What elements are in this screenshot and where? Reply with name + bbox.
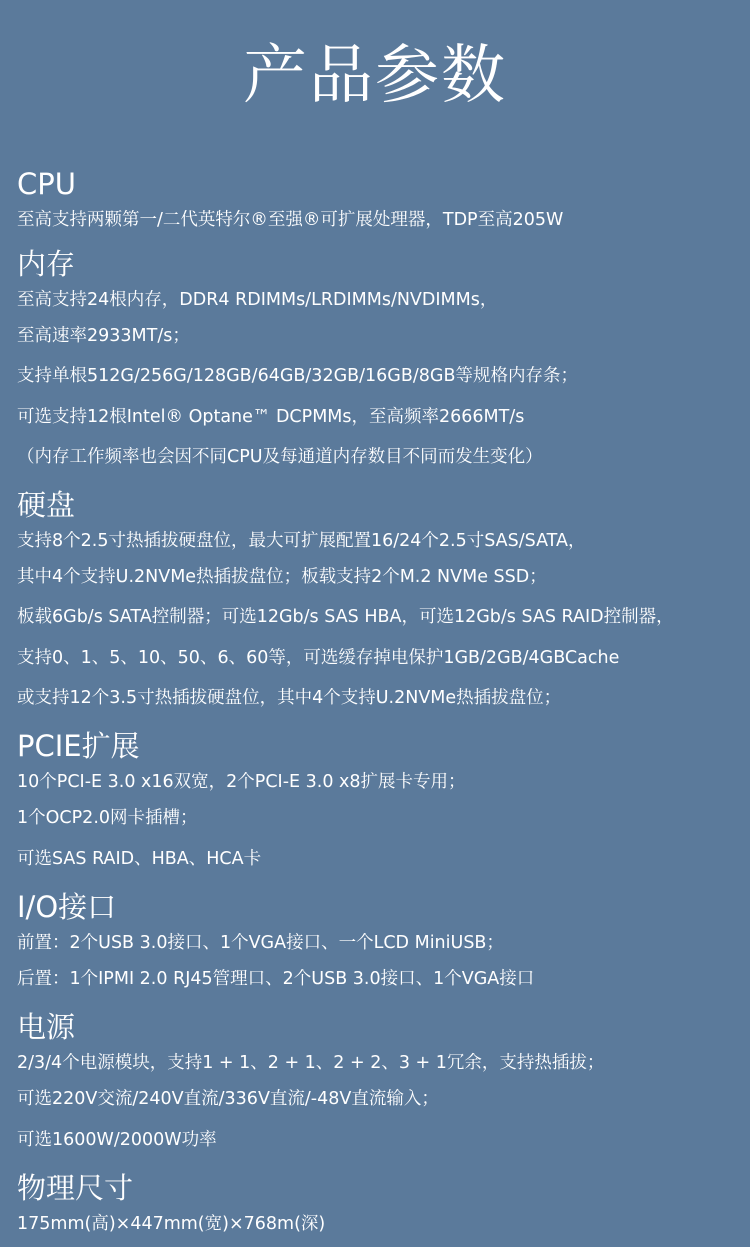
spec-line: 175mm(高)×447mm(宽)×768m(深)	[17, 1213, 326, 1234]
section-heading: CPU	[17, 167, 76, 201]
section-dimensions	[17, 1167, 750, 1240]
section-cpu	[17, 163, 750, 236]
section-power	[17, 1006, 750, 1160]
spec-line: 其中4个支持U.2NVMe热插拔盘位；板载支持2个M.2 NVMe SSD；	[17, 567, 547, 588]
spec-line: 至高支持两颗第一/二代英特尔®至强®可扩展处理器，TDP至高205W	[17, 210, 564, 230]
section-memory	[17, 243, 750, 477]
spec-line: 可选SAS RAID、HBA、HCA卡	[17, 848, 262, 869]
spec-line: 支持8个2.5寸热插拔硬盘位，最大可扩展配置16/24个2.5寸SAS/SATA，	[17, 531, 586, 552]
spec-line: 板载6Gb/s SATA控制器；可选12Gb/s SAS HBA，可选12Gb/s SAS RAID控制器，	[17, 607, 674, 628]
spec-line: 前置：2个USB 3.0接口、1个VGA接口、一个LCD MiniUSB；	[17, 932, 504, 953]
section-pcie	[17, 725, 750, 879]
spec-line: 10个PCI-E 3.0 x16双宽，2个PCI-E 3.0 x8扩展卡专用；	[17, 772, 466, 793]
spec-line: 可选1600W/2000W功率	[17, 1129, 217, 1150]
spec-list	[17, 163, 750, 1247]
section-heading: I/O接口	[17, 889, 117, 924]
section-heading: 硬盘	[17, 488, 76, 523]
spec-line: 可选支持12根Intel® Optane™ DCPMMs，至高频率2666MT/s	[17, 406, 525, 427]
section-heading: 电源	[17, 1010, 76, 1045]
section-heading: 物理尺寸	[17, 1170, 134, 1205]
spec-line: 2/3/4个电源模块，支持1 + 1、2 + 1、2 + 2、3 + 1冗余，支持热插拔；	[17, 1053, 605, 1074]
section-heading: 内存	[17, 247, 76, 281]
spec-line: 可选220V交流/240V直流/336V直流/-48V直流输入；	[17, 1089, 439, 1110]
section-heading: PCIE扩展	[17, 729, 140, 764]
page-title: 产品参数	[243, 39, 507, 113]
section-io	[17, 886, 750, 999]
spec-line: 1个OCP2.0网卡插槽；	[17, 808, 198, 829]
spec-line: （内存工作频率也会因不同CPU及每通道内存数目不同而发生变化）	[17, 446, 543, 467]
spec-line: 支持0、1、5、10、50、6、60等，可选缓存掉电保护1GB/2GB/4GBCache	[17, 647, 620, 668]
spec-line: 后置：1个IPMI 2.0 RJ45管理口、2个USB 3.0接口、1个VGA接口	[17, 968, 535, 989]
section-storage	[17, 484, 750, 718]
spec-line: 支持单根512G/256G/128GB/64GB/32GB/16GB/8GB等规格内存条；	[17, 366, 578, 387]
spec-line: 至高速率2933MT/s；	[17, 326, 190, 346]
spec-line: 或支持12个3.5寸热插拔硬盘位，其中4个支持U.2NVMe热插拔盘位；	[17, 688, 562, 709]
spec-line: 至高支持24根内存，DDR4 RDIMMs/LRDIMMs/NVDIMMs，	[17, 290, 498, 310]
